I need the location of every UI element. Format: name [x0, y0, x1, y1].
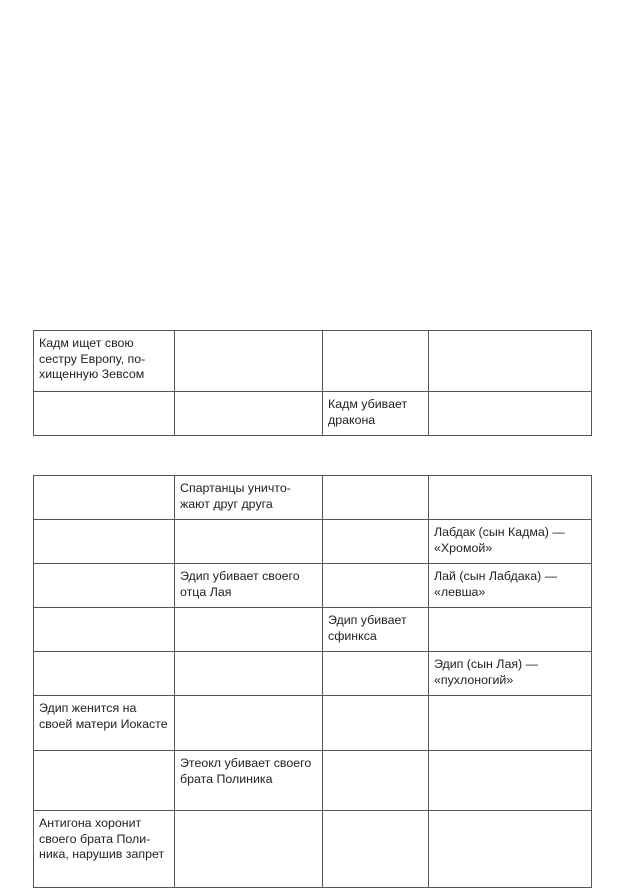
table-cell [323, 520, 429, 564]
table-cell [323, 331, 429, 392]
table-row [34, 392, 592, 436]
table-cell [175, 811, 323, 888]
table-cell [429, 696, 592, 751]
table-row [34, 476, 592, 520]
table-cell [323, 652, 429, 696]
table-cell [175, 608, 323, 652]
table-cell: Этеокл убивает своего брата Полиника [175, 751, 323, 811]
table-cell: Лай (сын Лабдака) — «левша» [429, 564, 592, 608]
table-cell [34, 520, 175, 564]
table-cell [323, 751, 429, 811]
table-cell: Лабдак (сын Кадма) — «Хромой» [429, 520, 592, 564]
table-cell [175, 392, 323, 436]
table-cell: Эдип (сын Лая) — «пухлоногий» [429, 652, 592, 696]
table-cell [34, 476, 175, 520]
table-cell: Кадм убивает дракона [323, 392, 429, 436]
table-cell [34, 608, 175, 652]
table-row [34, 608, 592, 652]
table-cell: Эдип убивает своего отца Лая [175, 564, 323, 608]
table-cell [429, 331, 592, 392]
myth-table-1 [33, 330, 592, 436]
table-row [34, 696, 592, 751]
table-cell [34, 392, 175, 436]
table-cell [34, 564, 175, 608]
table-row [34, 811, 592, 888]
table-cell [429, 811, 592, 888]
table-cell [429, 392, 592, 436]
table-row [34, 331, 592, 392]
table-cell [175, 696, 323, 751]
table-cell [429, 608, 592, 652]
table-cell: Антигона хоронит своего брата Поли-ника, нарушив запрет [34, 811, 175, 888]
table-cell [175, 520, 323, 564]
table-cell [34, 751, 175, 811]
table-cell: Кадм ищет свою сестру Европу, по-хищенную Зевсом [34, 331, 175, 392]
table-row [34, 751, 592, 811]
table-cell [34, 652, 175, 696]
table-cell: Эдип убивает сфинкса [323, 608, 429, 652]
table-row [34, 652, 592, 696]
table-cell [323, 476, 429, 520]
table-row [34, 520, 592, 564]
table-cell [175, 331, 323, 392]
table-cell: Спартанцы уничто-жают друг друга [175, 476, 323, 520]
table-cell [323, 811, 429, 888]
table-cell: Эдип женится на своей матери Иокасте [34, 696, 175, 751]
table-cell [175, 652, 323, 696]
table-cell [323, 696, 429, 751]
table-cell [429, 476, 592, 520]
table-cell [429, 751, 592, 811]
myth-table-2 [33, 475, 592, 888]
table-row [34, 564, 592, 608]
table-cell [323, 564, 429, 608]
